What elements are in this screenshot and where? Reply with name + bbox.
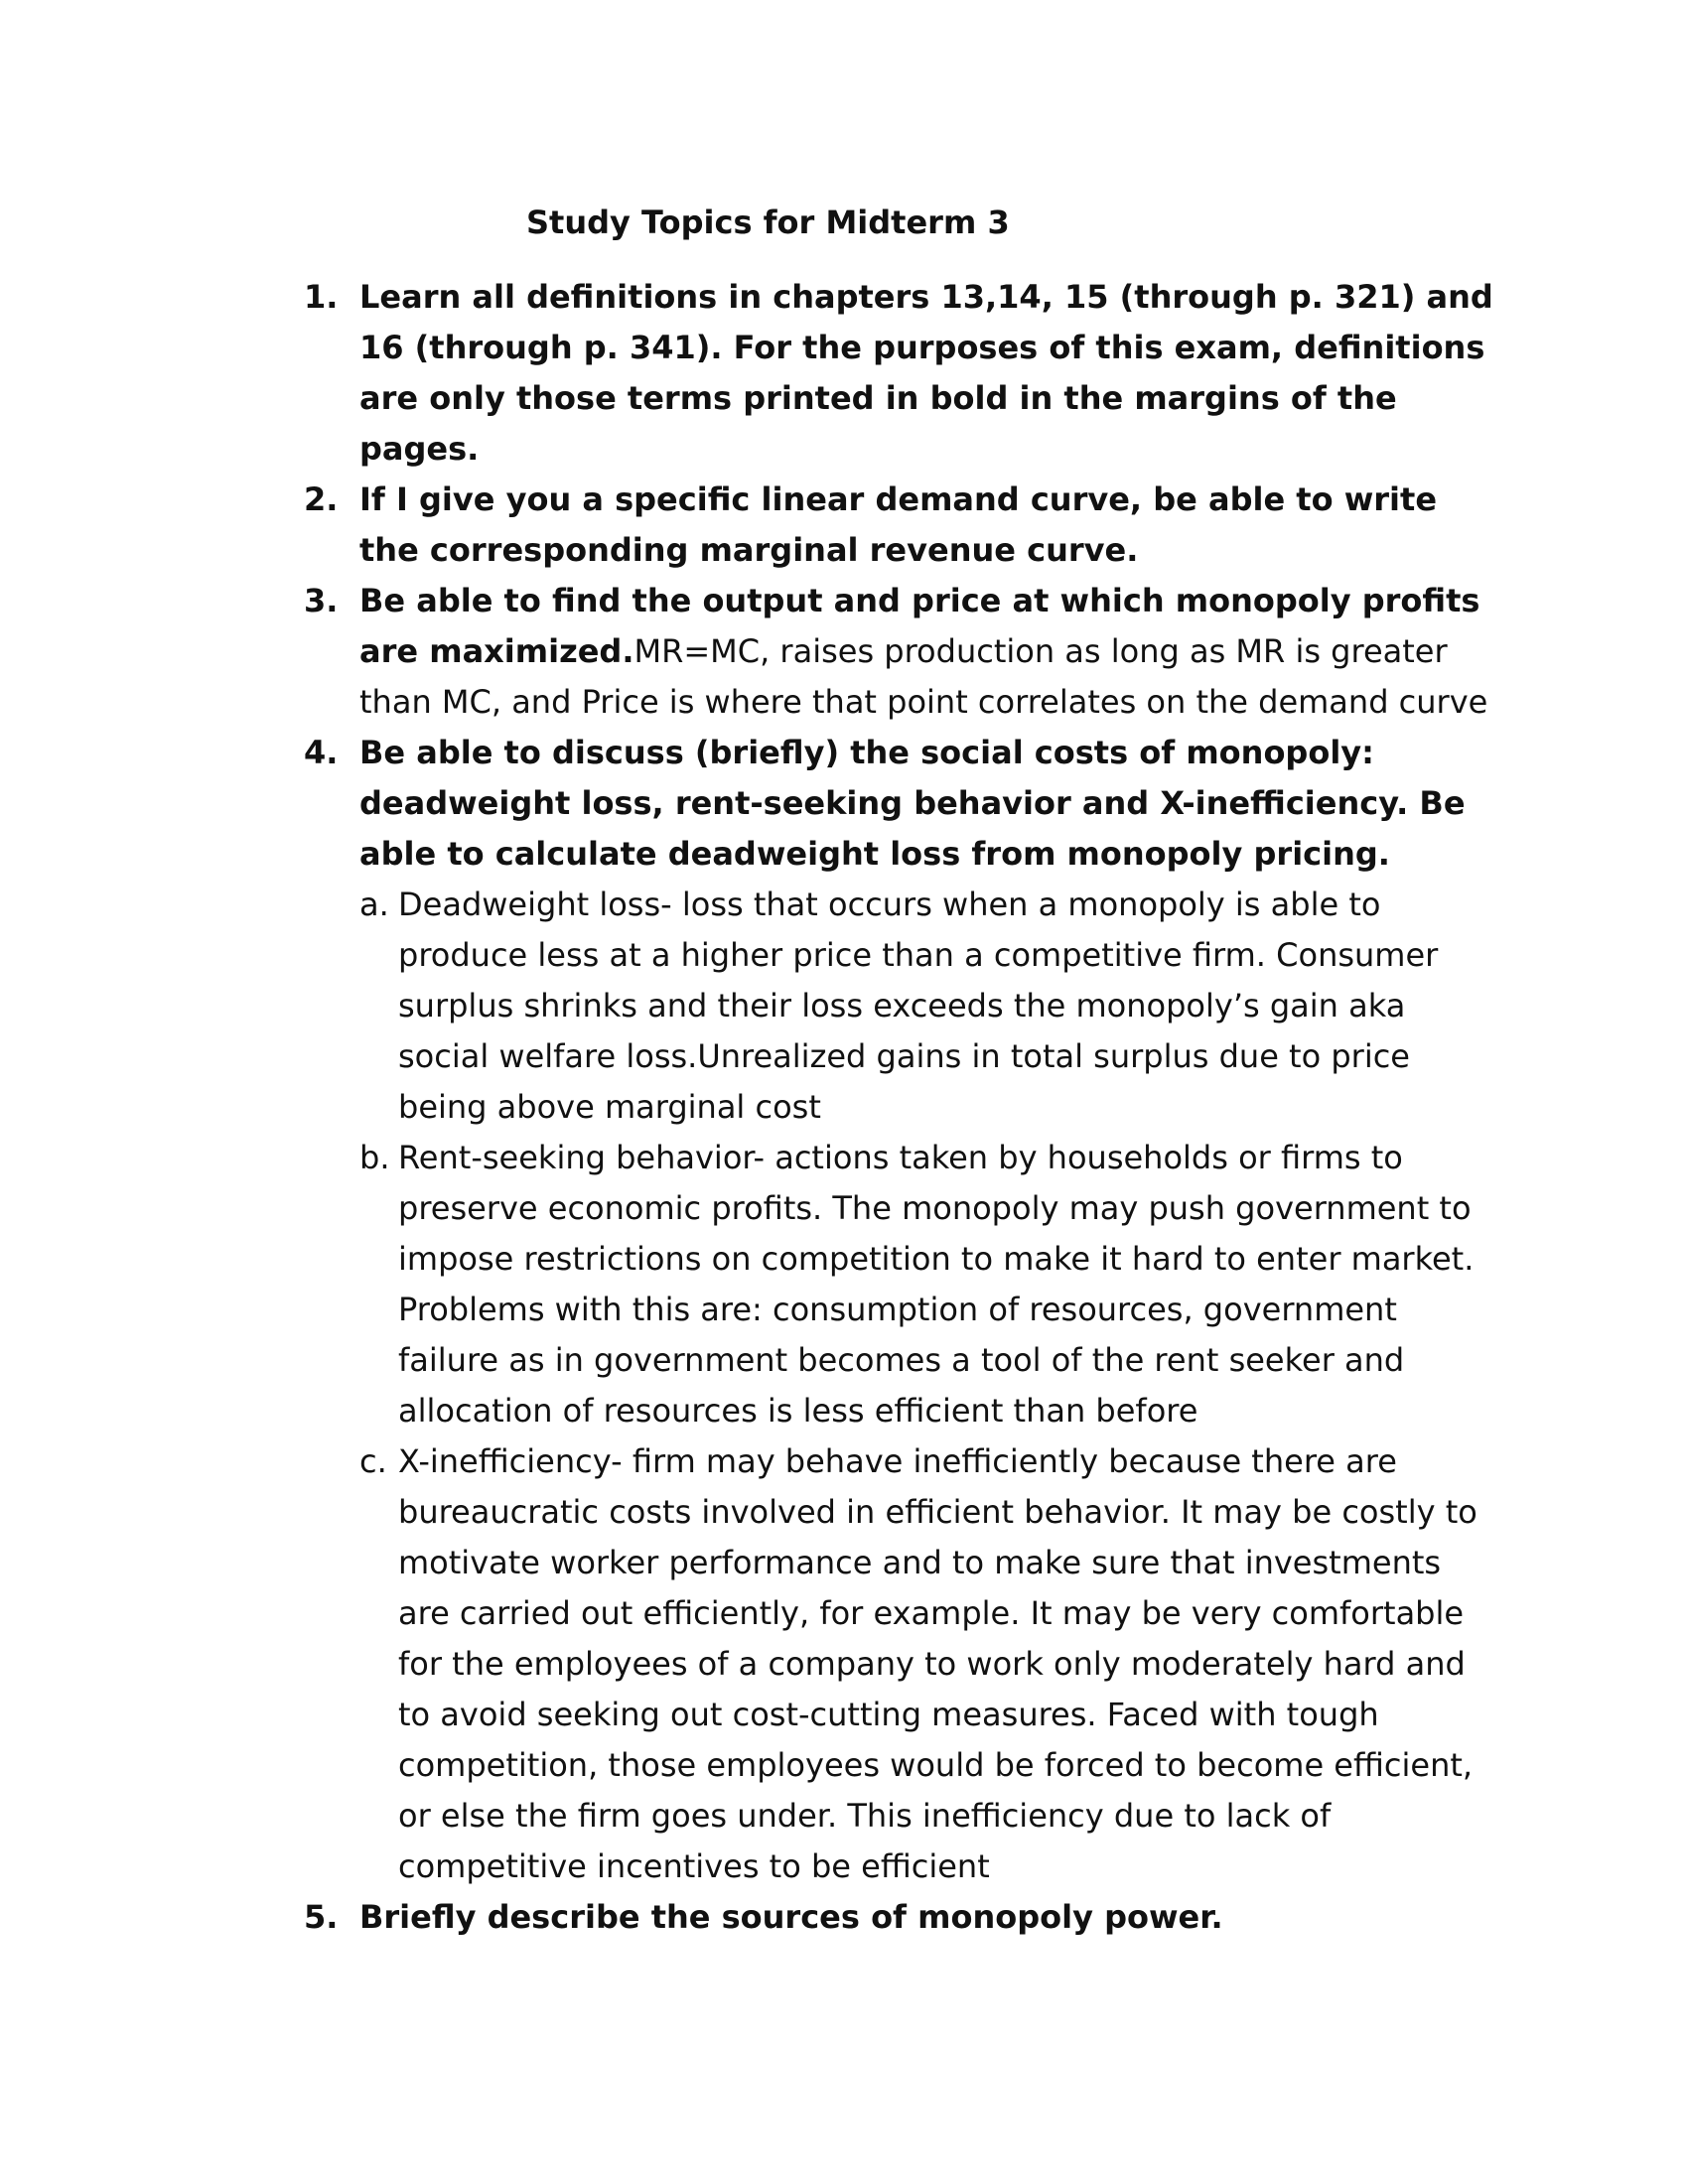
subtopic-letter: a. bbox=[359, 886, 389, 923]
topic-number: 2. bbox=[304, 480, 339, 518]
topic-number: 1. bbox=[304, 278, 339, 316]
topic-text: Be able to discuss (briefly) the social costs of monopoly: deadweight loss, rent-seeking behavior and X-inefficiency. Be able to calculate deadweight loss from monopoly pricing. bbox=[359, 734, 1466, 873]
topic-number: 4. bbox=[304, 734, 339, 771]
topic-text: If I give you a specific linear demand curve, be able to write the corresponding marginal revenue curve. bbox=[359, 480, 1438, 569]
topic-item-1 bbox=[298, 272, 1499, 475]
subtopic-text: Deadweight loss- loss that occurs when a monopoly is able to produce less at a higher price than a competitive firm. Consumer surplus shrinks and their loss exceeds the monopoly’s gain aka social welfare loss.Unrealized gains in total surplus due to price being above marginal cost bbox=[398, 886, 1439, 1126]
topic-text: Briefly describe the sources of monopoly power. bbox=[359, 1898, 1223, 1936]
topic-text: Learn all definitions in chapters 13,14, 15 (through p. 321) and 16 (through p. 341). For the purposes of this exam, definitions are only those terms printed in bold in the margins of the pages. bbox=[359, 278, 1493, 468]
subtopic-text: Rent-seeking behavior- actions taken by households or firms to preserve economic profits. The monopoly may push government to impose restrictions on competition to make it hard to enter market. Problems with this are: consumption of resources, government failure as in government becomes a tool of the rent seeker and allocation of resources is less efficient than before bbox=[398, 1139, 1475, 1430]
topic-note: MR=MC, raises production as long as MR is greater than MC, and Price is where that point correlates on the demand curve bbox=[359, 632, 1488, 721]
subtopic-item-c bbox=[359, 1436, 1499, 1892]
subtopic-letter: c. bbox=[359, 1442, 387, 1480]
topic-text: Be able to find the output and price at which monopoly profits are maximized. bbox=[359, 582, 1480, 670]
subtopic-letter: b. bbox=[359, 1139, 390, 1176]
topic-item-5 bbox=[298, 1892, 1499, 1943]
subtopic-list bbox=[359, 880, 1499, 1892]
subtopic-item-b bbox=[359, 1133, 1499, 1436]
topic-item-3 bbox=[298, 576, 1499, 728]
topic-number: 3. bbox=[304, 582, 339, 619]
topic-item-4 bbox=[298, 728, 1499, 1892]
document-title: Study Topics for Midterm 3 bbox=[526, 204, 1010, 241]
topic-number: 5. bbox=[304, 1898, 339, 1936]
subtopic-item-a bbox=[359, 880, 1499, 1133]
topic-item-2 bbox=[298, 475, 1499, 576]
topic-list bbox=[298, 272, 1499, 1943]
subtopic-text: X-inefficiency- firm may behave inefficiently because there are bureaucratic costs involved in efficient behavior. It may be costly to motivate worker performance and to make sure that investments are carried out efficiently, for example. It may be very comfortable for the employees of a company to work only moderately hard and to avoid seeking out cost-cutting measures. Faced with tough competition, those employees would be forced to become efficient, or else the firm goes under. This inefficiency due to lack of competitive incentives to be efficient bbox=[398, 1442, 1477, 1885]
